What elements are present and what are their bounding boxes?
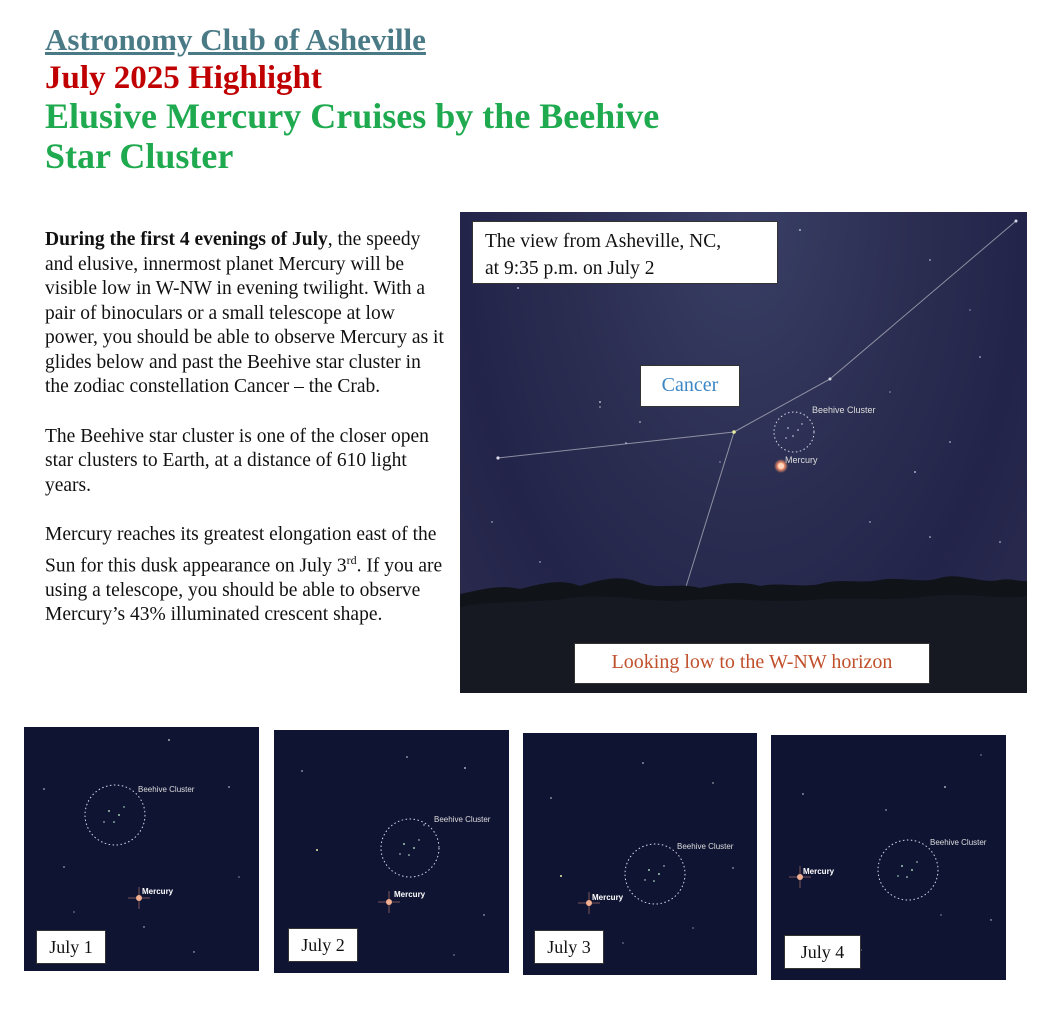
panel-july-3 (523, 733, 757, 975)
panel-4-cluster-label: Beehive Cluster (930, 838, 987, 847)
paragraph-2: The Beehive star cluster is one of the closer open star clusters to Earth, at a distance of 610 light years. (45, 425, 429, 496)
view-caption-box (472, 221, 778, 284)
main-cluster-label: Beehive Cluster (812, 405, 876, 415)
panel-3-cluster (625, 844, 685, 904)
panel-3-cluster-stars (644, 865, 664, 882)
main-sky-svg (460, 212, 1027, 693)
panel-4-date: July 4 (784, 935, 861, 969)
view-caption-line-1: The view from Asheville, NC, (485, 231, 722, 252)
club-name: Astronomy Club of Asheville (45, 22, 426, 57)
panel-2-mercury-label: Mercury (394, 890, 426, 899)
panel-1-cluster-label: Beehive Cluster (138, 785, 195, 794)
article-body (45, 228, 445, 653)
panel-4-mercury-label: Mercury (803, 867, 835, 876)
horizon-caption: Looking low to the W-NW horizon (574, 643, 930, 684)
beehive-cluster (774, 412, 814, 452)
month-highlight: July 2025 Highlight (45, 60, 322, 96)
panel-2-stars (301, 756, 485, 955)
panel-4-stars (802, 754, 992, 950)
paragraph-3-text-a: Mercury reaches its greatest elongation east of the Sun for this dusk appearance on July 3 (45, 524, 437, 576)
panel-3-mercury-label: Mercury (592, 893, 624, 902)
paragraph-1-text: , the speedy and elusive, innermost planet Mercury will be visible low in W-NW in evening twilight. With a pair of binoculars or a small telescope at low power, you should be able to observe Mercury as it glides below and past the Beehive star cluster in the zodiac constellation Cancer – the Crab. (45, 229, 444, 397)
paragraph-3-sup: rd (346, 552, 357, 567)
panel-4-cluster-stars (897, 861, 917, 878)
panel-2-cluster-label: Beehive Cluster (434, 815, 491, 824)
panel-3-cluster-label: Beehive Cluster (677, 842, 734, 851)
panel-4-cluster (878, 840, 938, 900)
main-mercury-label: Mercury (785, 455, 818, 465)
headline: Elusive Mercury Cruises by the Beehive Star Cluster (45, 96, 660, 176)
panel-1-mercury-label: Mercury (142, 887, 174, 896)
main-sky-chart (460, 212, 1027, 693)
panel-1-date: July 1 (36, 930, 106, 964)
panel-3-stars (550, 762, 734, 943)
panel-july-2 (274, 730, 509, 973)
panel-1-cluster (85, 785, 145, 845)
panel-1-cluster-stars (103, 806, 124, 823)
panel-july-4 (771, 735, 1006, 980)
paragraph-1 (45, 228, 445, 400)
panel-1-stars (43, 739, 239, 953)
panel-3-date: July 3 (534, 930, 604, 964)
paragraph-1-lead: During the first 4 evenings of July (45, 229, 328, 250)
view-caption-line-2: at 9:35 p.m. on July 2 (485, 258, 655, 279)
paragraph-3 (45, 523, 445, 628)
constellation-label: Cancer (640, 365, 740, 407)
panel-2-cluster-stars (399, 839, 419, 856)
paragraph-3-text-b: . If you are using a telescope, you should be able to observe Mercury’s 43% illuminated crescent shape. (45, 555, 443, 625)
panel-2-date: July 2 (288, 928, 358, 962)
panel-july-1 (24, 727, 259, 971)
panel-2-cluster (381, 819, 439, 877)
